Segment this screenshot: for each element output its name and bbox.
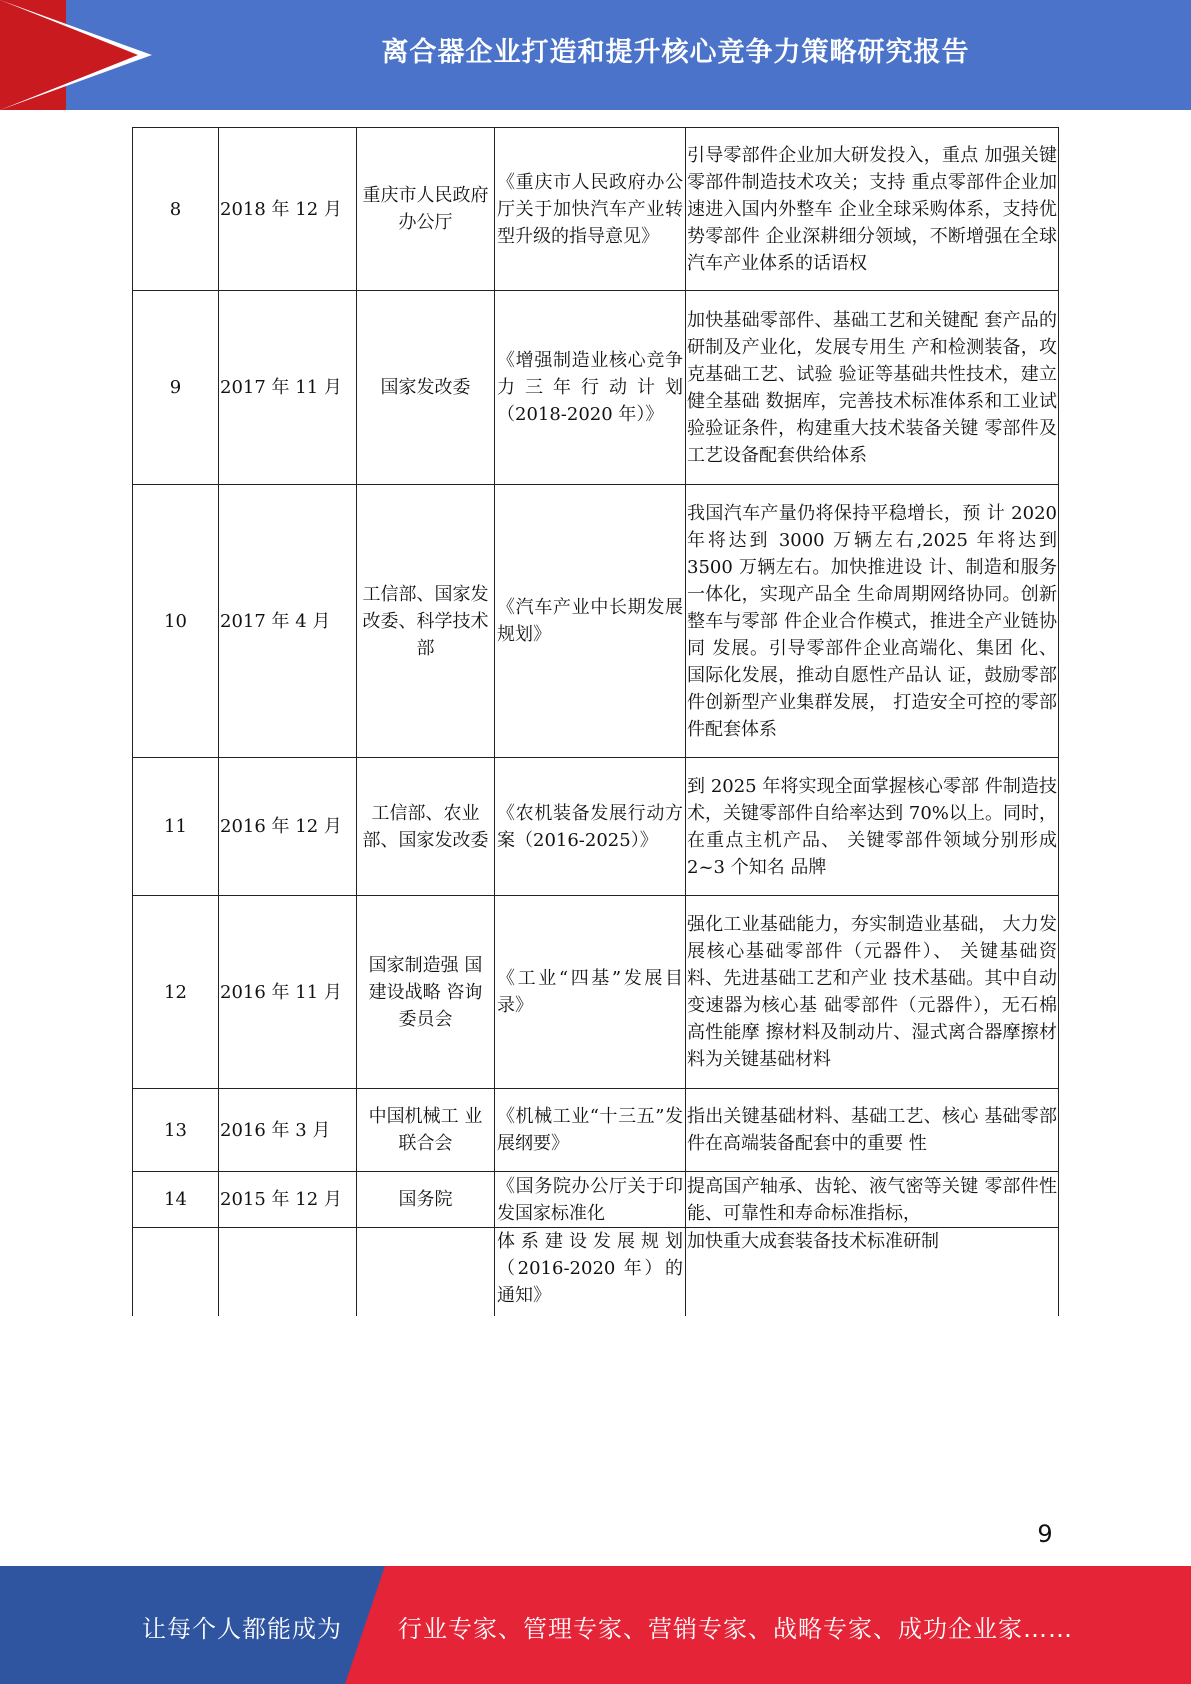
table-row bbox=[133, 1089, 1059, 1172]
row-issuer: 国家发改委 bbox=[357, 291, 495, 485]
row-number: 8 bbox=[133, 128, 219, 291]
row-document: 体系建设发展规划（2016-2020 年）的通知》 bbox=[495, 1228, 686, 1316]
row-issuer: 中国机械工 业联合会 bbox=[357, 1089, 495, 1172]
row-content: 引导零部件企业加大研发投入，重点 加强关键零部件制造技术攻关；支持 重点零部件企业加速进入国内外整车 企业全球采购体系，支持优势零部件 企业深耕细分领域，不断增强在全球 汽车产业体系的话语权 bbox=[686, 128, 1059, 291]
row-document: 《农机装备发展行动方案（2016-2025）》 bbox=[495, 758, 686, 896]
row-date: 2015 年 12 月 bbox=[219, 1172, 357, 1228]
page-footer bbox=[0, 1566, 1191, 1684]
table-row bbox=[133, 128, 1059, 291]
row-document: 《国务院办公厅关于印发国家标准化 bbox=[495, 1172, 686, 1228]
row-content: 加快基础零部件、基础工艺和关键配 套产品的研制及产业化，发展专用生 产和检测装备，攻克基础工艺、试验 验证等基础共性技术，建立健全基础 数据库，完善技术标准体系和工业试 验验证条件，构建重大技术装备关键 零部件及工艺设备配套供给体系 bbox=[686, 291, 1059, 485]
row-date: 2017 年 11 月 bbox=[219, 291, 357, 485]
row-number: 12 bbox=[133, 896, 219, 1089]
row-issuer: 工信部、国家发改委、科学技术部 bbox=[357, 485, 495, 758]
row-date: 2018 年 12 月 bbox=[219, 128, 357, 291]
row-date: 2016 年 3 月 bbox=[219, 1089, 357, 1172]
table-row bbox=[133, 1228, 1059, 1316]
page-header bbox=[0, 0, 1191, 110]
row-issuer: 工信部、农业部、国家发改委 bbox=[357, 758, 495, 896]
row-issuer: 国务院 bbox=[357, 1172, 495, 1228]
row-content: 提高国产轴承、齿轮、液气密等关键 零部件性能、可靠性和寿命标准指标， bbox=[686, 1172, 1059, 1228]
row-date bbox=[219, 1228, 357, 1316]
row-date: 2017 年 4 月 bbox=[219, 485, 357, 758]
row-content: 加快重大成套装备技术标准研制 bbox=[686, 1228, 1059, 1316]
row-document: 《工业“四基”发展目录》 bbox=[495, 896, 686, 1089]
row-number: 14 bbox=[133, 1172, 219, 1228]
footer-slogan-left: 让每个人都能成为 bbox=[142, 1615, 342, 1643]
row-number: 11 bbox=[133, 758, 219, 896]
table-row bbox=[133, 1172, 1059, 1228]
row-issuer: 国家制造强 国建设战略 咨询委员会 bbox=[357, 896, 495, 1089]
page-number: 9 bbox=[1037, 1520, 1053, 1548]
row-document: 《汽车产业中长期发展规划》 bbox=[495, 485, 686, 758]
row-number: 10 bbox=[133, 485, 219, 758]
footer-slogan-right: 行业专家、管理专家、营销专家、战略专家、成功企业家…… bbox=[398, 1615, 1073, 1643]
row-number: 13 bbox=[133, 1089, 219, 1172]
row-document: 《增强制造业核心竞争力三年行动计划（2018-2020 年）》 bbox=[495, 291, 686, 485]
row-document: 《机械工业“十三五”发展纲要》 bbox=[495, 1089, 686, 1172]
row-issuer bbox=[357, 1228, 495, 1316]
table-row bbox=[133, 758, 1059, 896]
row-document: 《重庆市人民政府办公厅关于加快汽车产业转型升级的指导意见》 bbox=[495, 128, 686, 291]
row-content: 到 2025 年将实现全面掌握核心零部 件制造技术，关键零部件自给率达到 70%以上。同时，在重点主机产品、 关键零部件领域分别形成 2~3 个知名 品牌 bbox=[686, 758, 1059, 896]
row-number: 9 bbox=[133, 291, 219, 485]
table-row bbox=[133, 485, 1059, 758]
row-content: 强化工业基础能力，夯实制造业基础， 大力发展核心基础零部件（元器件）、 关键基础资料、先进基础工艺和产业 技术基础。其中自动变速器为核心基 础零部件（元器件），无石棉高性能摩 擦材料及制动片、湿式离合器摩擦材 料为关键基础材料 bbox=[686, 896, 1059, 1089]
table-row bbox=[133, 896, 1059, 1089]
header-arrow-icon bbox=[0, 0, 138, 110]
policy-table bbox=[132, 127, 1059, 1316]
table-row bbox=[133, 291, 1059, 485]
row-issuer: 重庆市人民政府办公厅 bbox=[357, 128, 495, 291]
row-date: 2016 年 12 月 bbox=[219, 758, 357, 896]
row-date: 2016 年 11 月 bbox=[219, 896, 357, 1089]
row-content: 我国汽车产量仍将保持平稳增长，预 计 2020 年将达到 3000 万辆左右,2025 年将达到 3500 万辆左右。加快推进设 计、制造和服务一体化，实现产品全 生命周期网络协同。创新整车与零部 件企业合作模式，推进全产业链协同 发展。引导零部件企业高端化、集团 化、国际化发展，推动自愿性产品认 证，鼓励零部件创新型产业集群发展， 打造安全可控的零部件配套体系 bbox=[686, 485, 1059, 758]
report-title: 离合器企业打造和提升核心竞争力策略研究报告 bbox=[381, 37, 970, 68]
row-number bbox=[133, 1228, 219, 1316]
row-content: 指出关键基础材料、基础工艺、核心 基础零部件在高端装备配套中的重要 性 bbox=[686, 1089, 1059, 1172]
